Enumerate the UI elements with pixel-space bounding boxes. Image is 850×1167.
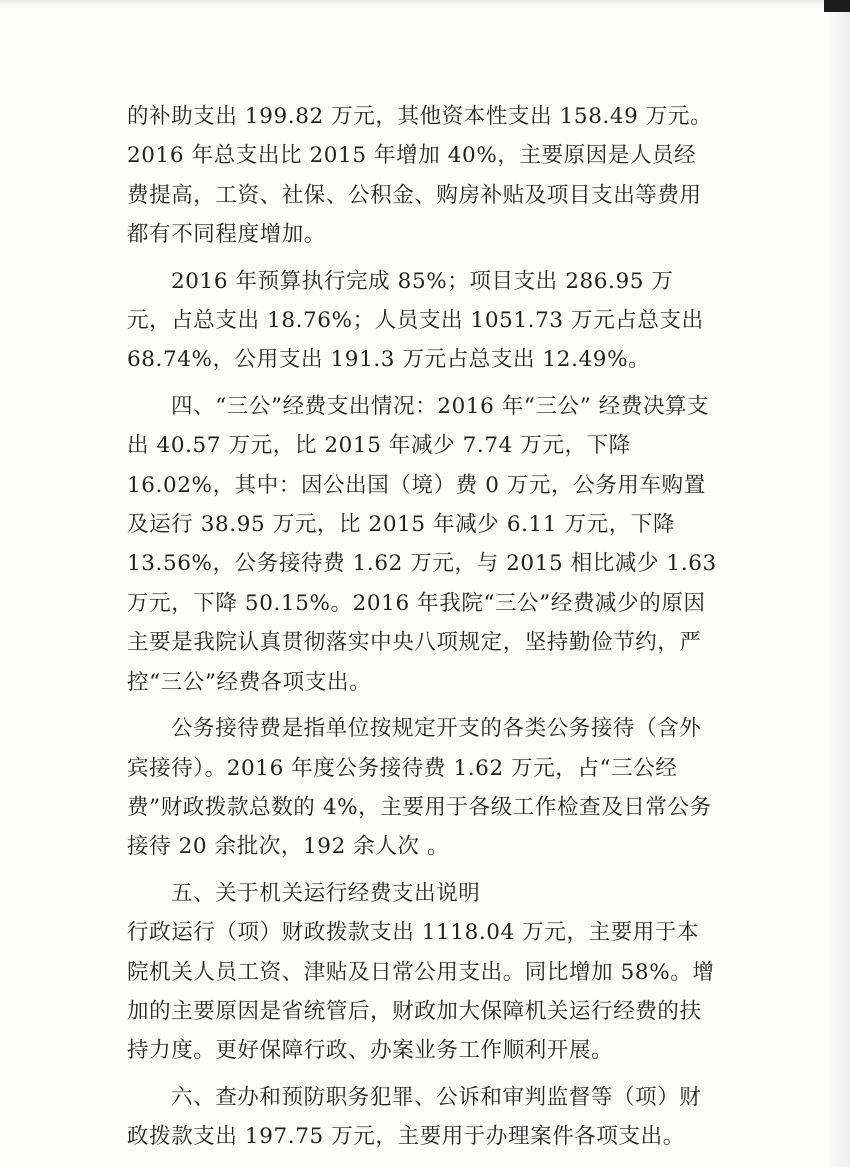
paragraph-budget-execution: 2016 年预算执行完成 85%；项目支出 286.95 万元，占总支出 18.76%；人员支出 1051.73 万元占总支出 68.74%，公用支出 191.3 万元占总支出 12.49%。 — [127, 268, 704, 373]
paragraph-three-public-expenses: 四、“三公”经费支出情况：2016 年“三公” 经费决算支出 40.57 万元，比 2015 年减少 7.74 万元，下降 16.02%，其中：因公出国（境）费 0 万元，公务用车购置及运行 38.95 万元，比 2015 年减少 6.11 万元，下降 13.56%，公务接待费 1.62 万元，与 2015 相比减少 1.63 万元，下降 50.15%。2016 年我院“三公”经费减少的原因主要是我院认真贯彻落实中央八项规定，坚持勤俭节约，严控“三公”经费各项支出。 — [127, 393, 717, 695]
paragraph-administrative-operation: 行政运行（项）财政拨款支出 1118.04 万元，主要用于本院机关人员工资、津贴及日常公用支出。同比增加 58%。增加的主要原因是省统管后，财政加大保障机关运行经费的扶持力度。更好保障行政、办案业务工作顺利开展。 — [127, 920, 715, 1064]
paragraph-expenditure-summary: 的补助支出 199.82 万元，其他资本性支出 158.49 万元。2016 年总支出比 2015 年增加 40%，主要原因是人员经费提高，工资、社保、公积金、购房补贴及项目支出等费用都有不同程度增加。 — [127, 104, 713, 248]
scan-corner-mark — [824, 0, 850, 12]
document-body — [127, 97, 717, 1164]
scan-shadow-right — [828, 0, 850, 1167]
scan-shadow-top — [0, 0, 850, 6]
section-heading-operating-expenses: 五、关于机关运行经费支出说明 — [171, 880, 481, 906]
paragraph-official-reception: 公务接待费是指单位按规定开支的各类公务接待（含外宾接待）。2016 年度公务接待费 1.62 万元，占“三公经费”财政拨款总数的 4%，主要用于各级工作检查及日常公务接待 20 余批次，192 余人次 。 — [127, 716, 712, 860]
paragraph-case-handling-expenses: 六、查办和预防职务犯罪、公诉和审判监督等（项）财政拨款支出 197.75 万元，主要用于办理案件各项支出。 — [127, 1084, 702, 1150]
